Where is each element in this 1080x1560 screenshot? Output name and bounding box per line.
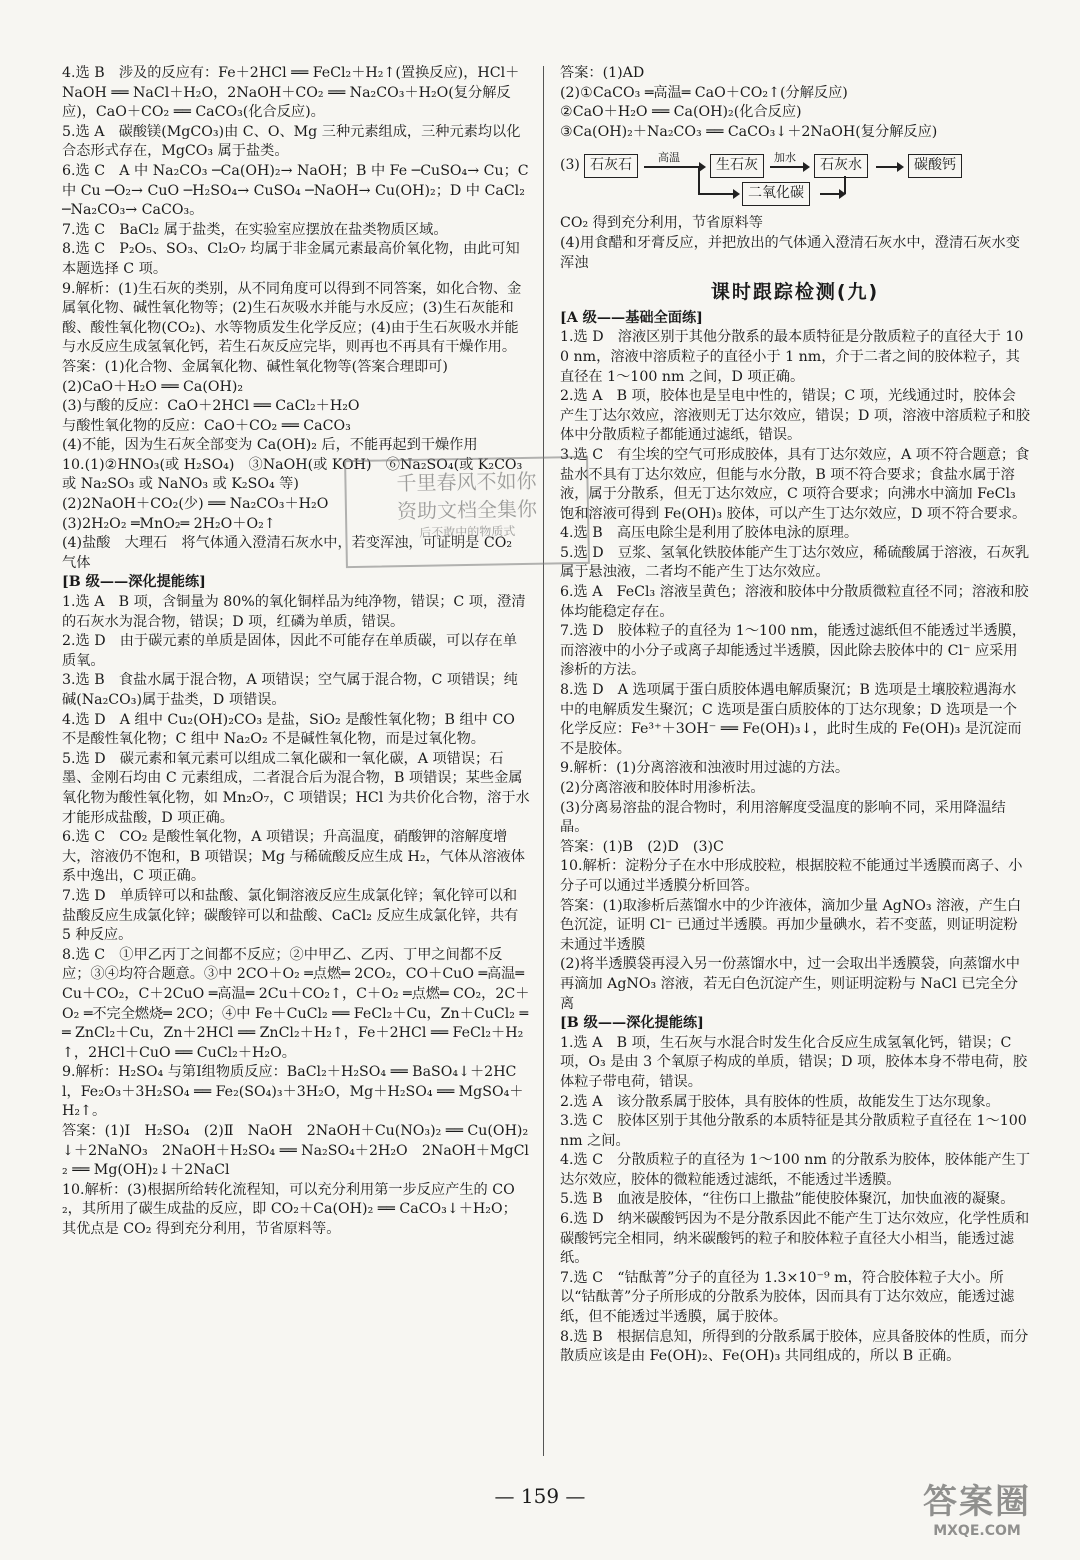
stamp-watermark xyxy=(344,456,590,568)
answer-item: 9.解析：(1)生石灰的类别，从不同角度可以得到不同答案，如化合物、金属氧化物、碱性氧化物等；(2)生石灰吸水并能与水反应；(3)生石灰能和酸、酸性氧化物(CO₂)、水等物质发生化学反应；(4)由于生石灰吸水并能与水反应生成氢氧化钙，若生石灰反应完毕，则再也不再具有干燥作用。 xyxy=(62,280,522,356)
answer-item: 4.选 B 涉及的反应有：Fe＋2HCl ══ FeCl₂＋H₂↑(置换反应)，HCl＋NaOH ══ NaCl＋H₂O，2NaOH＋CO₂ ══ Na₂CO₃＋H₂O(复分解反应)，CaO＋CO₂ ══ CaCO₃(化合反应)。 xyxy=(62,65,520,121)
flow-branch-line xyxy=(698,166,700,194)
answer-item: 6.选 C CO₂ 是酸性氧化物，A 项错误；升高温度，硝酸钾的溶解度增大，溶液仍不饱和，B 项错误；Mg 与稀硫酸反应生成 H₂，气体从溶液体系中逸出，C 项正确。 xyxy=(62,829,525,885)
flow-node-d: 二氧化碳 xyxy=(742,182,810,206)
answer-line: ②CaO＋H₂O ══ Ca(OH)₂(化合反应) xyxy=(560,104,802,121)
flow-node-c: 碳酸钙 xyxy=(908,154,962,178)
answer-line: 答案：(1)Ⅰ H₂SO₄ (2)Ⅱ NaOH 2NaOH＋Cu(NO₃)₂ ══ Cu(OH)₂↓＋2NaNO₃ 2NaOH＋H₂SO₄ ══ Na₂SO₄＋2H₂O 2NaOH＋MgCl₂ ══ Mg(OH)₂↓＋2NaCl xyxy=(62,1123,529,1179)
right-column xyxy=(560,64,1030,1367)
answer-item: 10.解析：(3)根据所给转化流程知，可以充分利用第一步反应产生的 CO₂，其所用了碳生成盐的反应，即 CO₂＋Ca(OH)₂ ══ CaCO₃↓＋H₂O；其优点是 CO₂ 得到充分利用，节省原料等。 xyxy=(62,1181,517,1238)
answer-item: 4.选 D A 组中 Cu₂(OH)₂CO₃ 是盐，SiO₂ 是酸性氧化物；B 组中 CO 不是酸性氧化物；C 组中 Na₂O₂ 不是碱性氧化物，而是过氧化物。 xyxy=(62,711,520,748)
flow-label: (3) xyxy=(560,157,580,174)
answer-item: 1.选 A B 项，含铜量为 80%的氧化铜样品为纯净物，错误；C 项，澄清的石灰水为混合物，错误；D 项，红磷为单质，错误。 xyxy=(62,594,526,630)
left-column xyxy=(62,64,534,1240)
answer-item: 2.选 A B 项，胶体也是呈电中性的，错误；C 项，光线通过时，胶体会产生丁达尔效应，溶液则无丁达尔效应，错误；D 项，溶液中溶质粒子和胶体中分散质粒子都能通过滤纸，错误。 xyxy=(560,388,1030,444)
answer-line: 与酸性氧化物的反应：CaO＋CO₂ ══ CaCO₃ xyxy=(62,417,351,434)
answer-item: 7.选 D 单质锌可以和盐酸、氯化铜溶液反应生成氯化锌；氧化锌可以和盐酸反应生成氯化锌；碳酸锌可以和盐酸、CaCl₂ 反应生成氯化锌，共有 5 种反应。 xyxy=(62,887,523,944)
answer-item: 2.选 A 该分散系属于胶体，具有胶体的性质，故能发生丁达尔现象。 xyxy=(560,1093,1000,1110)
answer-line: 答案：(1)化合物、金属氧化物、碱性氧化物等(答案合理即可) xyxy=(62,358,448,375)
site-watermark xyxy=(892,1482,1062,1552)
answer-item: 5.选 B 血液是胶体，“往伤口上撒盐”能使胶体聚沉，加快血液的凝聚。 xyxy=(560,1191,1015,1208)
flow-condition: 加水 xyxy=(774,151,796,165)
page-number: — 159 — xyxy=(494,1484,586,1508)
level-heading: [B 级——深化提能练] xyxy=(560,1015,704,1032)
answer-line: (2)分离溶液和胶体时用渗析法。 xyxy=(560,780,765,796)
answer-line: (2)2NaOH＋CO₂(少) ══ Na₂CO₃＋H₂O xyxy=(62,496,329,513)
answer-item: 2.选 D 由于碳元素的单质是固体，因此不可能存在单质碳，可以存在单质氧。 xyxy=(62,633,518,669)
flow-diagram xyxy=(560,146,1030,210)
answer-item: 5.选 D 豆浆、氢氧化铁胶体能产生丁达尔效应，稀硫酸属于溶液，石灰乳属于悬浊液，二者均不能产生丁达尔效应。 xyxy=(560,544,1030,581)
flow-node-a: 生石灰 xyxy=(710,154,764,178)
answer-item: 8.选 B 根据信息知，所得到的分散系属于胶体，应具备胶体的性质，而分散质应该是由 Fe(OH)₂、Fe(OH)₃ 共同组成的，所以 B 正确。 xyxy=(560,1328,1029,1365)
answer-item: 4.选 B 高压电除尘是利用了胶体电泳的原理。 xyxy=(560,525,859,542)
answer-line: CO₂ 得到充分利用，节省原料等 xyxy=(560,215,763,232)
flow-branch-line xyxy=(844,176,846,194)
answer-item: 9.解析：(1)分离溶液和浊液时用过滤的方法。 xyxy=(560,760,850,777)
answer-line: 答案：(1)B (2)D (3)C xyxy=(560,838,724,855)
answer-item: 6.选 C A 中 Na₂CO₃ ─Ca(OH)₂→ NaOH；B 中 Fe ─CuSO₄→ Cu；C 中 Cu ─O₂→ CuO ─H₂SO₄→ CuSO₄ ─NaOH→ Cu(OH)₂；D 中 CaCl₂ ─Na₂CO₃→ CaCO₃。 xyxy=(62,162,534,219)
stamp-line: 千里春风不如你 xyxy=(396,468,537,496)
column-divider xyxy=(543,66,544,1456)
answer-item: 8.选 D A 选项属于蛋白质胶体遇电解质聚沉；B 选项是土壤胶粒遇海水中的电解质发生聚沉；C 选项是蛋白质胶体的丁达尔现象；D 选项是一个化学反应：Fe³⁺＋3OH⁻ ══ Fe(OH)₃↓，此时生成的 Fe(OH)₃ 是沉淀而不是胶体。 xyxy=(560,682,1022,757)
answer-line: (4)不能，因为生石灰全部变为 Ca(OH)₂ 后，不能再起到干燥作用 xyxy=(62,437,478,454)
watermark-logo: 答案圈 xyxy=(923,1482,1031,1522)
flow-node-start: 石灰石 xyxy=(584,154,638,178)
answer-item: 7.选 D 胶体粒子的直径为 1～100 nm，能透过滤纸但不能透过半透膜，而溶液中的小分子或离子却能透过半透膜，因此除去胶体中的 Cl⁻ 应采用渗析的方法。 xyxy=(560,623,1027,679)
answer-line: (3)2H₂O₂ ═MnO₂═ 2H₂O＋O₂↑ xyxy=(62,515,276,532)
answer-item: 1.选 A B 项，生石灰与水混合时发生化合反应生成氢氧化钙，错误；C 项，O₃ 是由 3 个氧原子构成的单质，错误；D 项，胶体本身不带电荷，胶体粒子带电荷，错误。 xyxy=(560,1034,1028,1090)
watermark-url: MXQE.COM xyxy=(933,1523,1021,1539)
flow-node-b: 石灰水 xyxy=(814,154,868,178)
answer-line: (3)分离易溶盐的混合物时，利用溶解度受温度的影响不同，采用降温结晶。 xyxy=(560,799,1006,836)
answer-item: 7.选 C “钴酞菁”分子的直径为 1.3×10⁻⁹ m，符合胶体粒子大小。所以“钴酞菁”分子所形成的分散系为胶体，因而具有丁达尔效应，能透过滤纸，但不能透过半透膜，属于胶体。 xyxy=(560,1269,1015,1326)
answer-line: (2)将半透膜袋再浸入另一份蒸馏水中，过一会取出半透膜袋，向蒸馏水中再滴加 AgNO₃ 溶液，若无白色沉淀产生，则证明淀粉与 NaCl 已完全分离 xyxy=(560,956,1020,1012)
answer-line: ③Ca(OH)₂＋Na₂CO₃ ══ CaCO₃↓＋2NaOH(复分解反应) xyxy=(560,123,938,140)
stamp-line: 后不敢中的物质式 xyxy=(419,524,516,540)
answer-line: (2)①CaCO₃ ═高温═ CaO＋CO₂↑(分解反应) xyxy=(560,84,848,101)
stamp-line: 资助文档全集你 xyxy=(396,496,538,524)
flow-arrow xyxy=(698,193,738,195)
answer-line: 答案：(1)AD xyxy=(560,65,645,81)
answer-line: (4)盐酸 大理石 将气体通入澄清石灰水中，若变浑浊，可证明是 CO₂ 气体 xyxy=(62,535,517,571)
flow-arrow-line xyxy=(820,193,844,195)
answer-item: 10.解析：淀粉分子在水中形成胶粒，根据胶粒不能通过半透膜而离子、小分子可以通过半透膜分析回答。 xyxy=(560,858,1023,894)
answer-item: 10.(1)②HNO₃(或 H₂SO₄) ③NaOH(或 KOH) ⑥Na₂SO₄(或 K₂CO₃ 或 Na₂SO₃ 或 NaNO₃ 或 K₂SO₄ 等) xyxy=(62,456,527,493)
answer-item: 8.选 C ①甲乙丙丁之间都不反应；②中甲乙、乙丙、丁甲之间都不反应；③④均符合题意。③中 2CO＋O₂ ═点燃═ 2CO₂，CO＋CuO ═高温═ Cu＋CO₂，C＋2CuO ═高温═ 2Cu＋CO₂↑，C＋O₂ ═点燃═ CO₂，2C＋O₂ ═不完全燃烧═ 2CO；④中 Fe＋CuCl₂ ══ FeCl₂＋Cu，Zn＋CuCl₂ ══ ZnCl₂＋Cu，Zn＋2HCl ══ ZnCl₂＋H₂↑，Fe＋2HCl ══ FeCl₂＋H₂↑，2HCl＋CuO ══ CuCl₂＋H₂O。 xyxy=(62,946,530,1061)
level-heading: [B 级——深化提能练] xyxy=(62,574,206,591)
flow-arrow xyxy=(876,166,902,168)
answer-item: 5.选 D 碳元素和氧元素可以组成二氧化碳和一氧化碳，A 项错误；石墨、金刚石均由 C 元素组成，二者混合后为混合物，B 项错误；某些金属氧化物为酸性氧化物，如 Mn₂O₇，C 项错误；HCl 为共价化合物，溶于水才能形成盐酸，D 项正确。 xyxy=(62,750,530,826)
section-title: 课时跟踪检测(九) xyxy=(710,281,880,304)
answer-item: 4.选 C 分散质粒子的直径为 1～100 nm 的分散系为胶体，胶体能产生丁达尔效应，胶体的微粒能透过滤纸，不能透过半透膜。 xyxy=(560,1152,1031,1188)
answer-item: 6.选 D 纳米碳酸钙因为不是分散系因此不能产生丁达尔效应，化学性质和碳酸钙完全相同，纳米碳酸钙的粒子和胶体粒子直径大小相当，能透过滤纸。 xyxy=(560,1211,1030,1267)
answer-item: 6.选 A FeCl₃ 溶液呈黄色；溶液和胶体中分散质微粒直径不同；溶液和胶体均能稳定存在。 xyxy=(560,584,1029,620)
answer-item: 3.选 C 有尘埃的空气可形成胶体，具有丁达尔效应，A 项不符合题意；食盐水不具有丁达尔效应，但能与水分散，B 项不符合要求；食盐水属于溶液，属于分散系，但无丁达尔效应，C 项符合要求；向沸水中滴加 FeCl₃ 饱和溶液可得到 Fe(OH)₃ 胶体，可以产生丁达尔效应，D 项不符合要求。 xyxy=(560,446,1030,522)
answer-item: 1.选 D 溶液区别于其他分散系的最本质特征是分散质粒子的直径大于 100 nm，溶液中溶质粒子的直径小于 1 nm，介于二者之间的胶体粒子，其直径在 1～100 nm 之间，D 项正确。 xyxy=(560,329,1024,385)
answer-line: (3)与酸的反应：CaO＋2HCl ══ CaCl₂＋H₂O xyxy=(62,398,360,415)
answer-item: 9.解析：H₂SO₄ 与第Ⅰ组物质反应：BaCl₂＋H₂SO₄ ══ BaSO₄↓＋2HCl，Fe₂O₃＋3H₂SO₄ ══ Fe₂(SO₄)₃＋3H₂O，Mg＋H₂SO₄ ══ MgSO₄＋H₂↑。 xyxy=(62,1064,524,1120)
answer-line: (4)用食醋和牙膏反应，并把放出的气体通入澄清石灰水中，澄清石灰水变浑浊 xyxy=(560,234,1020,271)
answer-line: 答案：(1)取渗析后蒸馏水中的少许液体，滴加少量 AgNO₃ 溶液，产生白色沉淀，证明 Cl⁻ 已通过半透膜。再加少量碘水，若不变蓝，则证明淀粉未通过半透膜 xyxy=(560,897,1022,953)
answer-item: 3.选 B 食盐水属于混合物，A 项错误；空气属于混合物，C 项错误；纯碱(Na₂CO₃)属于盐类，D 项错误。 xyxy=(62,672,518,708)
answer-item: 7.选 C BaCl₂ 属于盐类，在实验室应摆放在盐类物质区域。 xyxy=(62,221,448,238)
answer-item: 3.选 C 胶体区别于其他分散系的本质特征是其分散质粒子直径在 1～100 nm 之间。 xyxy=(560,1113,1032,1149)
answer-item: 8.选 C P₂O₅、SO₃、Cl₂O₇ 均属于非金属元素最高价氧化物，由此可知本题选择 C 项。 xyxy=(62,241,520,277)
answer-line: (2)CaO＋H₂O ══ Ca(OH)₂ xyxy=(62,378,244,395)
answer-item: 5.选 A 碳酸镁(MgCO₃)由 C、O、Mg 三种元素组成，三种元素均以化合态形式存在，MgCO₃ 属于盐类。 xyxy=(62,123,521,160)
level-heading: [A 级——基础全面练] xyxy=(560,309,703,326)
flow-condition: 高温 xyxy=(658,151,680,165)
